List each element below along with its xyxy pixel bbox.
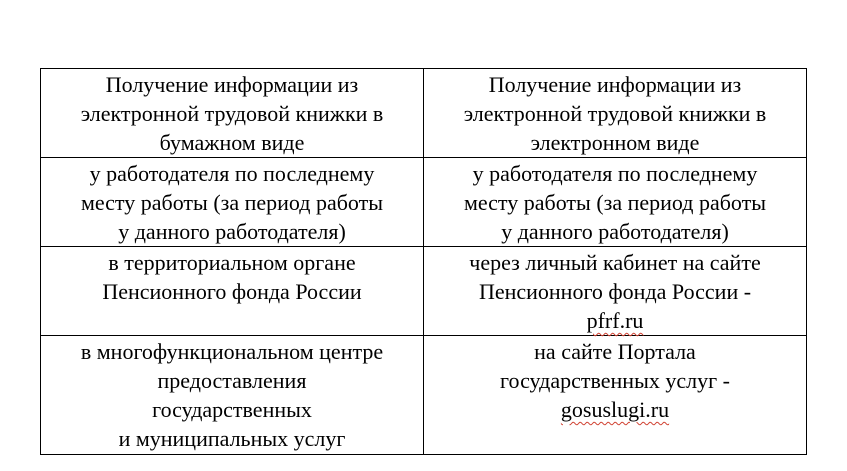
gosuslugi-electronic-cell: [424, 336, 807, 455]
gosuslugi-site-name: gosuslugi.ru: [560, 397, 670, 422]
header-paper-cell: Получение информации из электронной трудовой книжки в бумажном виде: [41, 69, 424, 158]
comparison-table: [40, 68, 807, 455]
gosuslugi-electronic-text: на сайте Портала государственных услуг -: [500, 339, 730, 393]
pfrf-site-name: pfrf.ru: [586, 308, 644, 333]
table-row-header: [41, 69, 807, 158]
pension-fund-paper-cell: в территориальном органе Пенсионного фонда России: [41, 247, 424, 336]
employer-electronic-cell: у работодателя по последнему месту работы (за период работы у данного работодателя): [424, 158, 807, 247]
table-row-mfc: [41, 336, 807, 455]
table-row-employer: [41, 158, 807, 247]
table-row-pension-fund: [41, 247, 807, 336]
pension-fund-electronic-text: через личный кабинет на сайте Пенсионного фонда России -: [469, 250, 761, 304]
header-electronic-cell: Получение информации из электронной трудовой книжки в электронном виде: [424, 69, 807, 158]
pension-fund-electronic-cell: [424, 247, 807, 336]
employer-paper-cell: у работодателя по последнему месту работы (за период работы у данного работодателя): [41, 158, 424, 247]
mfc-paper-cell: в многофункциональном центре предоставления государственных и муниципальных услуг: [41, 336, 424, 455]
